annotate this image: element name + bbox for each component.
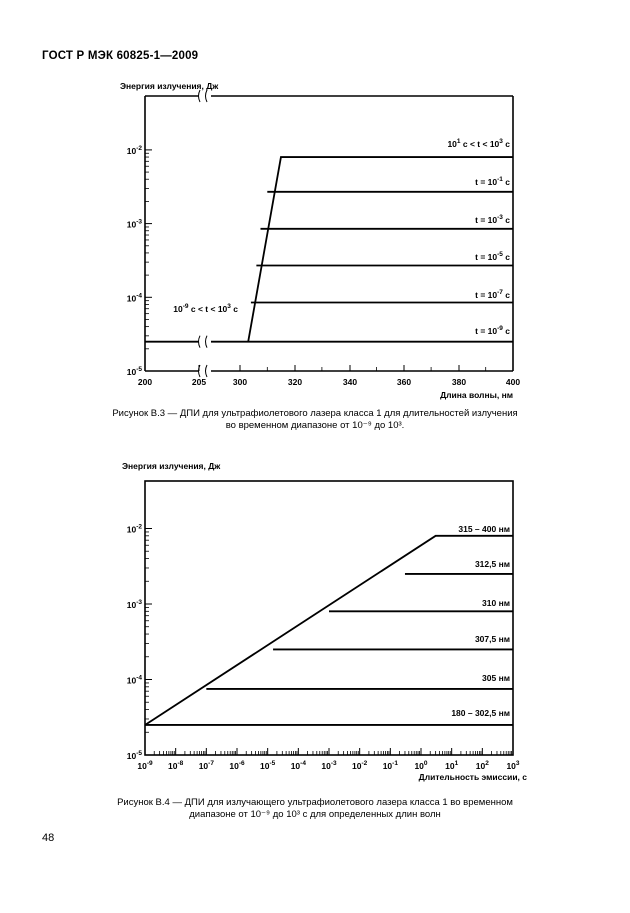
series-label-b3: $t = 10^{-3}$ с [475,214,510,225]
y-axis-title-b4: Энергия излучения, Дж [122,461,221,471]
y-tick-label-b3: $10^{-3}$ [126,218,142,230]
x-tick-label-b4: $10^{-9}$ [137,760,153,771]
x-tick-label-b4: $10^{-3}$ [321,760,337,771]
figure-b3-caption-line1: Рисунок В.3 — ДПИ для ультрафиолетового лазера класса 1 для длительностей излучения [112,408,518,419]
y-tick-label-b4: $10^{-5}$ [126,750,142,761]
y-tick-label-b4: $10^{-4}$ [126,674,142,686]
x-tick-label-b3: 360 [396,377,412,387]
x-tick-label-b3: 320 [287,377,303,387]
x-tick-label-b3: 200 [137,377,153,387]
x-tick-label-b4: $10^2$ [475,760,489,771]
x-tick-label-b4: $10^3$ [506,760,520,771]
axis-break-mark [199,90,208,102]
x-tick-label-b4: $10^{-4}$ [290,760,306,771]
y-tick-label-b4: $10^{-2}$ [126,523,142,535]
x-tick-label-b4: $10^{-8}$ [168,760,184,771]
x-axis-title-b4: Длительность эмиссии, с [418,772,527,782]
series-label-b3: $10^1$ $с < t < 10^3$ с [447,138,510,149]
x-tick-label-b4: $10^{-7}$ [198,760,214,771]
series-label-b3: $t = 10^{-5}$ с [475,251,510,262]
x-tick-label-b3: 300 [232,377,248,387]
y-axis-title-b3: Энергия излучения, Дж [120,81,219,91]
series-label-b3: $t = 10^{-1}$ с [475,176,510,187]
x-tick-label-b4: $10^1$ [445,760,459,771]
series-line-b3 [248,157,513,342]
series-label-b3: $t = 10^{-9}$ с [475,325,510,336]
x-tick-label-b3: 380 [451,377,467,387]
series-label-b4: 305 нм [482,673,510,683]
x-tick-label-b4: $10^0$ [414,760,428,771]
figure-b4-caption-line1: Рисунок В.4 — ДПИ для излучающего ультрафиолетового лазера класса 1 во временном [117,797,513,808]
figure-b3-caption-line2: во временном диапазоне от 10⁻⁹ до 10³. [225,420,405,431]
series-label-b3: $t = 10^{-7}$ с [475,289,510,300]
figure-b4-plot [122,461,527,782]
figure-b4-caption [60,797,570,821]
document-header: ГОСТ Р МЭК 60825-1—2009 [42,50,199,62]
figure-b4-caption-line2: диапазоне от 10⁻⁹ до 10³ с для определенных длин волн [189,809,441,820]
x-axis-title-b3: Длина волны, нм [440,390,513,400]
x-tick-label-b4: $10^{-5}$ [260,760,276,771]
axis-break-mark [199,365,208,377]
axis-break-mark [199,336,208,348]
y-tick-label-b3: $10^{-2}$ [126,144,142,156]
x-tick-label-b3: 400 [505,377,521,387]
series-label-b4: 180 – 302,5 нм [451,708,510,718]
x-tick-label-b4: $10^{-1}$ [382,760,398,771]
series-line-b4 [145,536,513,725]
x-tick-label-b4: $10^{-2}$ [352,760,368,771]
page-number: 48 [42,832,55,844]
series-label-b4: 310 нм [482,598,510,608]
y-tick-label-b3: $10^{-5}$ [126,366,142,377]
series-label-b4: 315 – 400 нм [458,524,510,534]
x-tick-label-b3: 205 [191,377,207,387]
figure-b3-caption [60,408,570,432]
annotation-b3: $10^{-9}$ $с < t < 10^3$ с [173,303,238,314]
y-tick-label-b4: $10^{-3}$ [126,599,142,610]
x-tick-label-b3: 340 [342,377,358,387]
series-label-b4: 312,5 нм [474,559,510,569]
x-tick-label-b4: $10^{-6}$ [229,760,245,771]
y-tick-label-b3: $10^{-4}$ [126,292,142,304]
series-label-b4: 307,5 нм [474,634,510,644]
figure-b3-plot [120,81,520,400]
